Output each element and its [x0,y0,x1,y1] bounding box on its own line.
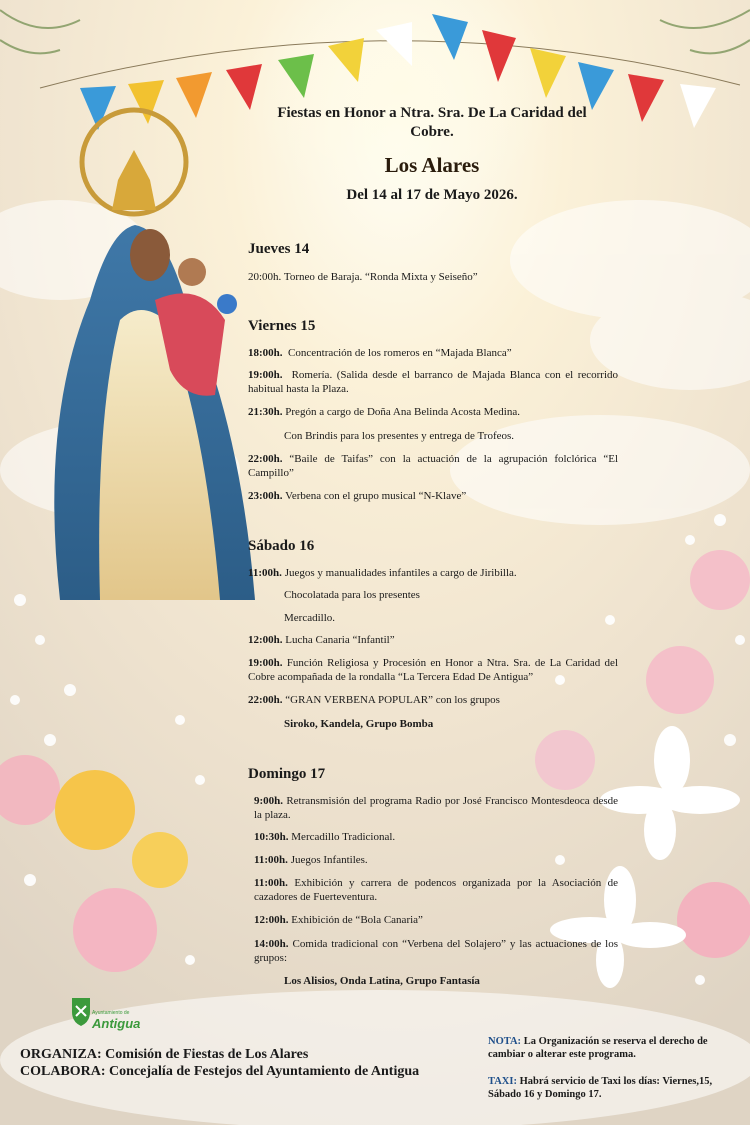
list-item: 19:00h. Función Religiosa y Procesión en Honor a Ntra. Sra. de La Caridad del Cobre acompañada de la rondalla “La Tercera Edad De Antigua” [248,657,618,683]
list-item: 22:00h. “GRAN VERBENA POPULAR” con los grupos [248,694,500,706]
list-item: 11:00h. Juegos y manualidades infantiles a cargo de Jiribilla. [248,567,517,579]
list-item: 22:00h. “Baile de Taifas” con la actuación de la agrupación folclórica “El Campillo” [248,453,619,479]
organiza-text: ORGANIZA: Comisión de Fiestas de Los Alares [20,1047,309,1062]
day-heading: Viernes 15 [248,318,316,334]
list-item: 9:00h. Retransmisión del programa Radio por José Francisco Montesdeoca desde la plaza. [254,795,618,821]
festival-dates: Del 14 al 17 de Mayo 2026. [346,187,518,203]
list-item: 12:00h. Exhibición de “Bola Canaria” [254,914,423,926]
place-title: Los Alares [384,153,480,177]
list-item: Siroko, Kandela, Grupo Bomba [284,718,434,730]
list-item: 11:00h. Juegos Infantiles. [254,854,368,866]
town-logo [70,996,150,1042]
festival-title: Fiestas en Honor a Ntra. Sra. De La Caridad del Cobre. [277,105,587,140]
list-item: 14:00h. Comida tradicional con “Verbena del Solajero” y las actuaciones de los grupos: [254,938,619,964]
list-item: 23:00h. Verbena con el grupo musical “N-Klave” [248,490,467,502]
list-item: 12:00h. Lucha Canaria “Infantil” [248,634,395,646]
logo-small-text: Ayuntamiento de [92,1010,130,1016]
nota-text: NOTA: La Organización se reserva el derecho de cambiar o alterar este programa. [488,1036,708,1060]
list-item: Mercadillo. [284,612,336,624]
day-heading: Jueves 14 [248,241,310,257]
day-heading: Domingo 17 [248,766,326,782]
taxi-text: TAXI: Habrá servicio de Taxi los días: Viernes,15, Sábado 16 y Domingo 17. [488,1076,713,1100]
logo-name-text: Antigua [92,1016,141,1031]
list-item: Con Brindis para los presentes y entrega de Trofeos. [284,430,515,442]
list-item: 18:00h. Concentración de los romeros en “Majada Blanca” [248,347,512,359]
colabora-text: COLABORA: Concejalía de Festejos del Ayuntamiento de Antigua [20,1064,420,1079]
list-item: 19:00h. Romería. (Salida desde el barranco de Majada Blanca con el recorrido habitual hasta la Plaza. [248,369,618,395]
list-item: 11:00h. Exhibición y carrera de podencos organizada por la Asociación de cazadores de Fuerteventura. [254,877,619,903]
day-heading: Sábado 16 [248,538,315,554]
list-item: Los Alisios, Onda Latina, Grupo Fantasía [284,975,480,987]
list-item: 10:30h. Mercadillo Tradicional. [254,831,396,843]
list-item: Chocolatada para los presentes [284,589,420,601]
list-item: 21:30h. Pregón a cargo de Doña Ana Belinda Acosta Medina. [248,406,520,418]
list-item: 20:00h. Torneo de Baraja. “Ronda Mixta y Seiseño” [248,271,478,283]
